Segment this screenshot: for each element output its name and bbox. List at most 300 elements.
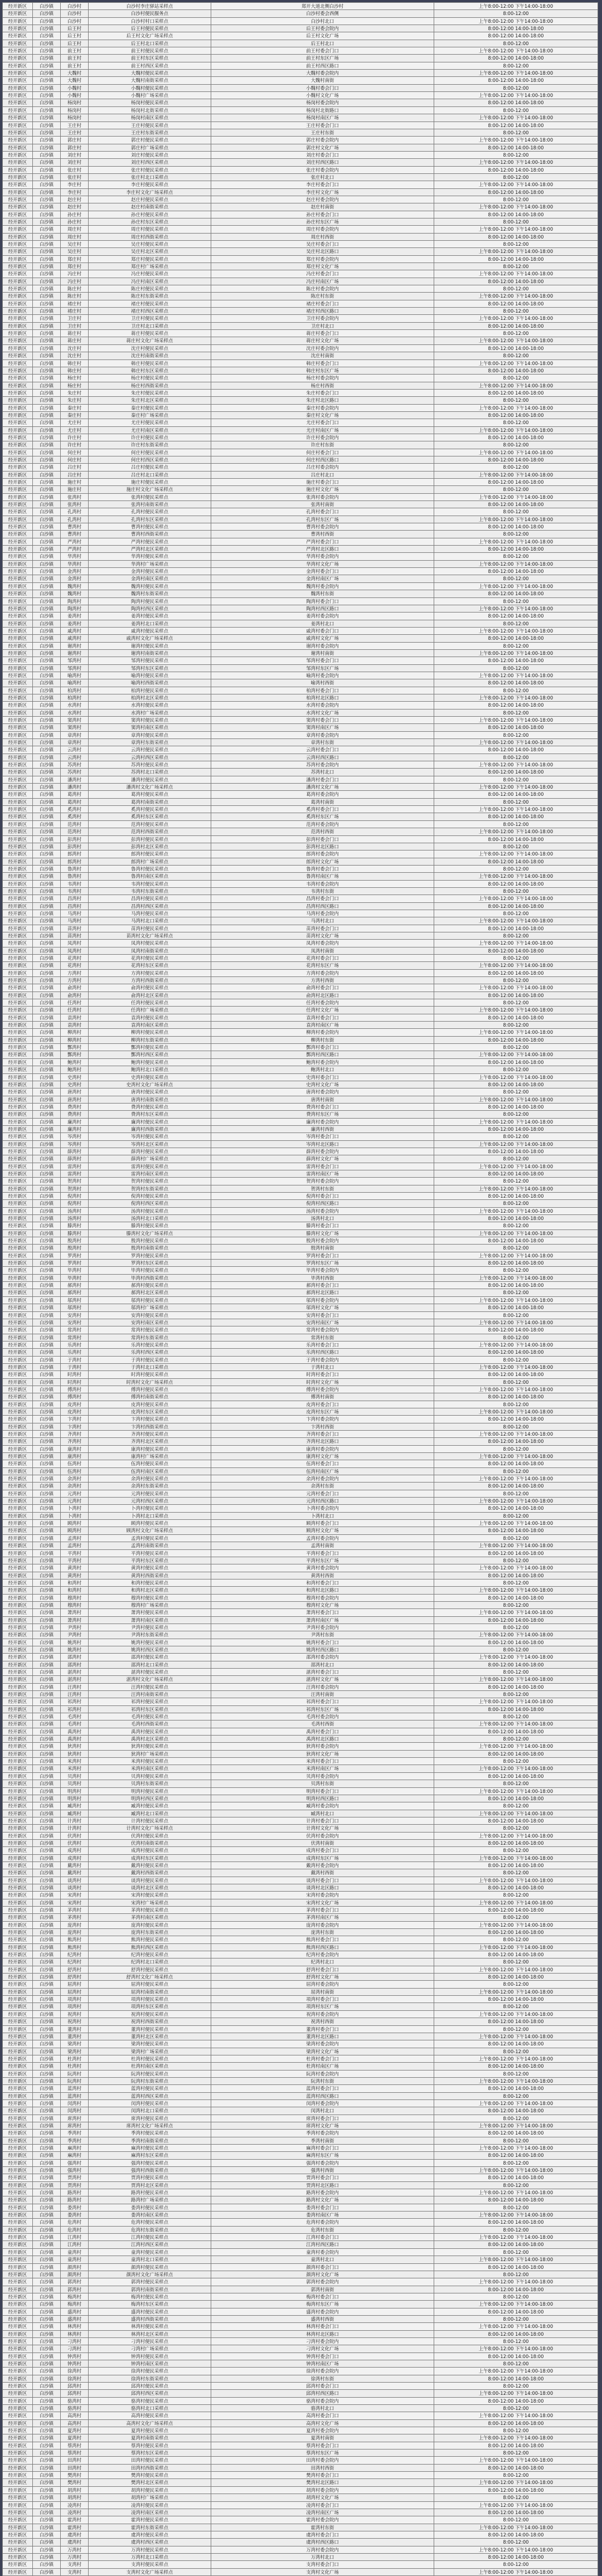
- site-name-cell: 窦湾村南区采样点: [89, 724, 211, 731]
- site-name-cell: 鲍湾村便民采样点: [89, 1058, 211, 1066]
- table-row: [3, 2509, 598, 2516]
- site-address-cell: 毛湾村西街: [211, 1720, 434, 1728]
- sampling-time-cell: 8:00-12:00 14:00-18:00: [434, 523, 598, 531]
- sampling-time-cell: 上午8:00-12:00 下午14:00-18:00: [434, 1229, 598, 1237]
- table-row: [3, 2003, 598, 2010]
- site-name-cell: 华湾村广场采样点: [89, 560, 211, 567]
- community-cell: 昌湾村: [61, 895, 89, 902]
- site-name-cell: 韩庄村东区采样点: [89, 367, 211, 374]
- site-address-cell: 郑庄村文化广场: [211, 263, 434, 270]
- community-cell: 尤庄村: [61, 426, 89, 434]
- site-address-cell: 湛湾村文化广场: [211, 1676, 434, 1683]
- sampling-time-cell: 上午8:00-12:00 下午14:00-18:00: [434, 315, 598, 322]
- site-name-cell: 和湾村便民采样点: [89, 1579, 211, 1586]
- district-cell: 经开新区: [3, 449, 33, 456]
- site-name-cell: 史湾村文化广场采样点: [89, 1081, 211, 1088]
- site-address-cell: 禹湾村委会门口: [211, 1728, 434, 1735]
- site-address-cell: 孔湾村东区广场: [211, 516, 434, 523]
- street-cell: 白沙镇: [33, 1453, 61, 1460]
- community-cell: 杨岗村: [61, 106, 89, 114]
- site-name-cell: 王庄村便民采样点: [89, 121, 211, 129]
- community-cell: 皮湾村: [61, 1408, 89, 1415]
- site-address-cell: 童湾村北口: [211, 2256, 434, 2263]
- sampling-time-cell: 上午8:00-12:00 下午14:00-18:00: [434, 2345, 598, 2353]
- community-cell: 吕庄村: [61, 471, 89, 478]
- street-cell: 白沙镇: [33, 129, 61, 136]
- table-row: [3, 196, 598, 203]
- site-address-cell: 陶湾村委会门口: [211, 597, 434, 605]
- district-cell: 经开新区: [3, 352, 33, 359]
- street-cell: 白沙镇: [33, 1148, 61, 1155]
- street-cell: 白沙镇: [33, 1163, 61, 1170]
- site-address-cell: 支湾村文化广场: [211, 2568, 434, 2575]
- site-name-cell: 苏湾村便民采样点: [89, 761, 211, 769]
- sampling-time-cell: 上午8:00-12:00 下午14:00-18:00: [434, 2256, 598, 2263]
- sampling-time-cell: 8:00-12:00 14:00-18:00: [434, 2040, 598, 2048]
- site-name-cell: 何庄村便民采样点: [89, 449, 211, 456]
- community-cell: 宋湾村: [61, 1899, 89, 1906]
- site-name-cell: 杨岗村便民采样点: [89, 99, 211, 106]
- site-name-cell: 骆湾村便民采样点: [89, 2397, 211, 2404]
- table-row: [3, 2204, 598, 2211]
- site-name-cell: 闵湾村北口采样点: [89, 2107, 211, 2115]
- street-cell: 白沙镇: [33, 702, 61, 709]
- community-cell: 奚湾村: [61, 806, 89, 813]
- site-address-cell: 雷湾村南区广场: [211, 1170, 434, 1177]
- table-row: [3, 1907, 598, 1914]
- table-row: [3, 2181, 598, 2189]
- community-cell: 郭庄村: [61, 137, 89, 144]
- community-cell: 麻湾村: [61, 2145, 89, 2152]
- street-cell: 白沙镇: [33, 1445, 61, 1452]
- sampling-time-cell: 上午8:00-12:00 下午14:00-18:00: [434, 806, 598, 813]
- site-address-cell: 贺湾村委会院内: [211, 1178, 434, 1185]
- sampling-time-cell: 上午8:00-12:00 下午14:00-18:00: [434, 2434, 598, 2442]
- site-name-cell: 梅湾村东区采样点: [89, 2301, 211, 2308]
- sampling-time-cell: 上午8:00-12:00 下午14:00-18:00: [434, 1743, 598, 1750]
- community-cell: 白沙村: [61, 3, 89, 10]
- site-address-cell: 朱庄村北区路口: [211, 397, 434, 404]
- sampling-time-cell: 8:00-12:00 14:00-18:00: [434, 2375, 598, 2382]
- district-cell: 经开新区: [3, 1669, 33, 1676]
- community-cell: 臧湾村: [61, 1802, 89, 1810]
- district-cell: 经开新区: [3, 2301, 33, 2308]
- site-address-cell: 邵湾村委会院内: [211, 1654, 434, 1661]
- community-cell: 朱庄村: [61, 397, 89, 404]
- site-name-cell: 明湾村便民采样点: [89, 1787, 211, 1795]
- district-cell: 经开新区: [3, 2048, 33, 2055]
- sampling-time-cell: 8:00-12:00: [434, 1088, 598, 1096]
- site-name-cell: 郑庄村广场采样点: [89, 263, 211, 270]
- site-address-cell: 康湾村文化广场: [211, 1453, 434, 1460]
- table-row: [3, 1549, 598, 1557]
- sampling-time-cell: 上午8:00-12:00 下午14:00-18:00: [434, 181, 598, 188]
- district-cell: 经开新区: [3, 984, 33, 991]
- community-cell: 俞湾村: [61, 991, 89, 999]
- street-cell: 白沙镇: [33, 999, 61, 1007]
- sampling-time-cell: 8:00-12:00: [434, 2092, 598, 2099]
- sampling-time-cell: 8:00-12:00 14:00-18:00: [434, 746, 598, 754]
- sampling-time-cell: 上午8:00-12:00 下午14:00-18:00: [434, 1988, 598, 1995]
- sampling-time-cell: 上午8:00-12:00 下午14:00-18:00: [434, 560, 598, 567]
- sampling-time-cell: 8:00-12:00 14:00-18:00: [434, 479, 598, 486]
- community-cell: 郝湾村: [61, 1289, 89, 1296]
- site-address-cell: 尤庄村南区广场: [211, 426, 434, 434]
- site-address-cell: 蔡湾村东区广场: [211, 2449, 434, 2457]
- community-cell: 尹湾村: [61, 1631, 89, 1639]
- site-address-cell: 钟湾村南区广场: [211, 2360, 434, 2367]
- district-cell: 经开新区: [3, 2345, 33, 2353]
- district-cell: 经开新区: [3, 1408, 33, 1415]
- site-address-cell: 戚湾村文化广场: [211, 635, 434, 642]
- table-row: [3, 330, 598, 337]
- table-row: [3, 1557, 598, 1564]
- table-row: [3, 2405, 598, 2412]
- table-row: [3, 828, 598, 835]
- community-cell: 成湾村: [61, 1854, 89, 1861]
- site-address-cell: 方湾村委会院内: [211, 969, 434, 976]
- sampling-time-cell: 上午8:00-12:00 下午14:00-18:00: [434, 1564, 598, 1572]
- site-address-cell: 葛湾村委会院内: [211, 791, 434, 798]
- site-name-cell: 马湾村北口采样点: [89, 917, 211, 925]
- site-address-cell: 杨庄村委会院内: [211, 375, 434, 382]
- site-address-cell: 茅湾村南区广场: [211, 1914, 434, 1921]
- sampling-time-cell: 上午8:00-12:00 下午14:00-18:00: [434, 962, 598, 969]
- community-cell: 田湾村: [61, 2464, 89, 2471]
- site-name-cell: 凤湾村便民采样点: [89, 940, 211, 947]
- site-address-cell: 吴庄村北区路口: [211, 248, 434, 255]
- street-cell: 白沙镇: [33, 203, 61, 211]
- district-cell: 经开新区: [3, 285, 33, 293]
- table-row: [3, 10, 598, 17]
- sampling-time-cell: 8:00-12:00: [434, 1825, 598, 1832]
- site-address-cell: 俞湾村委会门口: [211, 984, 434, 991]
- site-name-cell: 黄湾村便民采样点: [89, 1564, 211, 1572]
- site-address-cell: 毕湾村委会院内: [211, 1267, 434, 1274]
- table-row: [3, 597, 598, 605]
- community-cell: 颜湾村: [61, 2271, 89, 2278]
- district-cell: 经开新区: [3, 166, 33, 173]
- table-row: [3, 1825, 598, 1832]
- community-cell: 麻湾村: [61, 2152, 89, 2159]
- site-address-cell: 李庄村委会门口: [211, 181, 434, 188]
- sampling-time-cell: 8:00-12:00: [434, 1780, 598, 1787]
- street-cell: 白沙镇: [33, 1155, 61, 1163]
- site-name-cell: 谈湾村北区采样点: [89, 1884, 211, 1891]
- table-row: [3, 1691, 598, 1698]
- site-name-cell: 萧湾村南区采样点: [89, 1616, 211, 1624]
- table-row: [3, 1386, 598, 1393]
- table-row: [3, 2025, 598, 2033]
- site-name-cell: 蒋庄村文化广场采样点: [89, 337, 211, 344]
- district-cell: 经开新区: [3, 1542, 33, 1549]
- site-address-cell: 陈庄村东街: [211, 293, 434, 300]
- community-cell: 赵庄村: [61, 203, 89, 211]
- sampling-time-cell: 8:00-12:00: [434, 2405, 598, 2412]
- district-cell: 经开新区: [3, 2130, 33, 2137]
- district-cell: 经开新区: [3, 784, 33, 791]
- table-row: [3, 181, 598, 188]
- district-cell: 经开新区: [3, 1178, 33, 1185]
- table-row: [3, 1229, 598, 1237]
- district-cell: 经开新区: [3, 679, 33, 687]
- site-name-cell: 殷湾村南街采样点: [89, 1245, 211, 1252]
- district-cell: 经开新区: [3, 397, 33, 404]
- street-cell: 白沙镇: [33, 642, 61, 649]
- site-name-cell: 田湾村便民采样点: [89, 2457, 211, 2464]
- site-name-cell: 姜湾村便民采样点: [89, 613, 211, 620]
- street-cell: 白沙镇: [33, 55, 61, 62]
- sampling-time-cell: 8:00-12:00 14:00-18:00: [434, 1839, 598, 1846]
- site-name-cell: 和湾村北区采样点: [89, 1587, 211, 1594]
- sampling-time-cell: 8:00-12:00 14:00-18:00: [434, 389, 598, 396]
- community-cell: 邱湾村: [61, 2383, 89, 2390]
- district-cell: 经开新区: [3, 776, 33, 783]
- site-name-cell: 吕庄村便民采样点: [89, 464, 211, 471]
- community-cell: 邬湾村: [61, 1296, 89, 1304]
- community-cell: 尤庄村: [61, 419, 89, 426]
- sampling-time-cell: 上午8:00-12:00 下午14:00-18:00: [434, 1140, 598, 1148]
- site-name-cell: 卜湾村北口采样点: [89, 1512, 211, 1519]
- sampling-time-cell: 8:00-12:00: [434, 2204, 598, 2211]
- sampling-time-cell: 8:00-12:00: [434, 2181, 598, 2189]
- street-cell: 白沙镇: [33, 211, 61, 218]
- table-row: [3, 2018, 598, 2025]
- street-cell: 白沙镇: [33, 2375, 61, 2382]
- street-cell: 白沙镇: [33, 1787, 61, 1795]
- table-row: [3, 1282, 598, 1289]
- district-cell: 经开新区: [3, 1073, 33, 1081]
- community-cell: 康湾村: [61, 1453, 89, 1460]
- community-cell: 臧湾村: [61, 1810, 89, 1817]
- community-cell: 伍湾村: [61, 1467, 89, 1475]
- street-cell: 白沙镇: [33, 2130, 61, 2137]
- sampling-time-cell: 8:00-12:00: [434, 397, 598, 404]
- table-row: [3, 2546, 598, 2553]
- sampling-time-cell: 8:00-12:00 14:00-18:00: [434, 1215, 598, 1222]
- community-cell: 万湾村: [61, 2546, 89, 2553]
- sampling-time-cell: 上午8:00-12:00 下午14:00-18:00: [434, 2390, 598, 2397]
- sampling-time-cell: 8:00-12:00: [434, 1512, 598, 1519]
- site-name-cell: 严湾村北区采样点: [89, 546, 211, 553]
- street-cell: 白沙镇: [33, 2516, 61, 2524]
- community-cell: 鲍湾村: [61, 1066, 89, 1073]
- district-cell: 经开新区: [3, 486, 33, 493]
- table-row: [3, 1260, 598, 1267]
- community-cell: 茅湾村: [61, 1907, 89, 1914]
- table-row: [3, 1713, 598, 1720]
- district-cell: 经开新区: [3, 546, 33, 553]
- street-cell: 白沙镇: [33, 1512, 61, 1519]
- sampling-time-cell: 8:00-12:00: [434, 1758, 598, 1765]
- site-address-cell: 秦庄村委会院内: [211, 404, 434, 411]
- community-cell: 孙庄村: [61, 211, 89, 218]
- site-address-cell: 宋湾村委会院内: [211, 1892, 434, 1899]
- street-cell: 白沙镇: [33, 2360, 61, 2367]
- street-cell: 白沙镇: [33, 932, 61, 939]
- district-cell: 经开新区: [3, 1624, 33, 1631]
- community-cell: 成湾村: [61, 1847, 89, 1854]
- sampling-site-table: [2, 2, 598, 2576]
- community-cell: 常湾村: [61, 1334, 89, 1341]
- community-cell: 毕湾村: [61, 1274, 89, 1281]
- site-name-cell: 罗湾村便民采样点: [89, 1252, 211, 1259]
- site-address-cell: 史湾村文化广场: [211, 1081, 434, 1088]
- site-address-cell: 昌湾村委会门口: [211, 895, 434, 902]
- table-row: [3, 352, 598, 359]
- site-name-cell: 前王村便民采样点: [89, 47, 211, 55]
- street-cell: 白沙镇: [33, 1847, 61, 1854]
- district-cell: 经开新区: [3, 1118, 33, 1125]
- district-cell: 经开新区: [3, 151, 33, 158]
- district-cell: 经开新区: [3, 895, 33, 902]
- table-row: [3, 969, 598, 976]
- street-cell: 白沙镇: [33, 925, 61, 932]
- table-row: [3, 1772, 598, 1780]
- community-cell: 纪湾村: [61, 1951, 89, 1958]
- street-cell: 白沙镇: [33, 434, 61, 441]
- sampling-time-cell: 8:00-12:00: [434, 2048, 598, 2055]
- site-name-cell: 蓝湾村便民采样点: [89, 2085, 211, 2092]
- site-name-cell: 孙庄村便民采样点: [89, 211, 211, 218]
- site-address-cell: 余湾村东街: [211, 1483, 434, 1490]
- community-cell: 蒋庄村: [61, 330, 89, 337]
- table-row: [3, 776, 598, 783]
- community-cell: 孔湾村: [61, 516, 89, 523]
- district-cell: 经开新区: [3, 2323, 33, 2330]
- street-cell: 白沙镇: [33, 2241, 61, 2248]
- site-address-cell: 滕湾村委会门口: [211, 1222, 434, 1229]
- district-cell: 经开新区: [3, 1564, 33, 1572]
- sampling-time-cell: 8:00-12:00: [434, 2315, 598, 2322]
- sampling-time-cell: 8:00-12:00: [434, 1044, 598, 1051]
- sampling-time-cell: 上午8:00-12:00 下午14:00-18:00: [434, 2457, 598, 2464]
- sampling-time-cell: 8:00-12:00: [434, 62, 598, 69]
- site-name-cell: 戚湾村文化广场采样点: [89, 635, 211, 642]
- street-cell: 白沙镇: [33, 1237, 61, 1245]
- street-cell: 白沙镇: [33, 1527, 61, 1534]
- street-cell: 白沙镇: [33, 1371, 61, 1378]
- street-cell: 白沙镇: [33, 1854, 61, 1861]
- district-cell: 经开新区: [3, 226, 33, 233]
- community-cell: 湛湾村: [61, 1669, 89, 1676]
- site-address-cell: 舒湾村委会门口: [211, 1966, 434, 1973]
- table-row: [3, 873, 598, 880]
- district-cell: 经开新区: [3, 2212, 33, 2219]
- street-cell: 白沙镇: [33, 1817, 61, 1824]
- district-cell: 经开新区: [3, 1861, 33, 1869]
- table-row: [3, 99, 598, 106]
- street-cell: 白沙镇: [33, 1274, 61, 1281]
- district-cell: 经开新区: [3, 910, 33, 917]
- table-row: [3, 1044, 598, 1051]
- sampling-time-cell: 8:00-12:00: [434, 2025, 598, 2033]
- community-cell: 林湾村: [61, 2330, 89, 2337]
- site-name-cell: 张湾村便民采样点: [89, 493, 211, 500]
- site-name-cell: 汪湾村南街采样点: [89, 1691, 211, 1698]
- street-cell: 白沙镇: [33, 1378, 61, 1386]
- sampling-time-cell: 8:00-12:00: [434, 1601, 598, 1608]
- site-address-cell: 乐湾村委会门口: [211, 1341, 434, 1348]
- site-address-cell: 江湾村西区路口: [211, 2241, 434, 2248]
- community-cell: 谢湾村: [61, 642, 89, 649]
- street-cell: 白沙镇: [33, 375, 61, 382]
- sampling-time-cell: 上午8:00-12:00 下午14:00-18:00: [434, 1899, 598, 1906]
- street-cell: 白沙镇: [33, 493, 61, 500]
- site-address-cell: 邬湾村委会院内: [211, 1296, 434, 1304]
- table-row: [3, 1631, 598, 1639]
- site-name-cell: 张庄村北口采样点: [89, 173, 211, 181]
- site-address-cell: 平湾村东区广场: [211, 1557, 434, 1564]
- site-name-cell: 胡湾村广场采样点: [89, 2494, 211, 2501]
- site-address-cell: 殷湾村南街: [211, 1245, 434, 1252]
- table-row: [3, 471, 598, 478]
- site-address-cell: 后王村文化广场: [211, 32, 434, 40]
- table-row: [3, 441, 598, 449]
- sampling-time-cell: 8:00-12:00 14:00-18:00: [434, 1058, 598, 1066]
- district-cell: 经开新区: [3, 315, 33, 322]
- sampling-time-cell: 8:00-12:00: [434, 84, 598, 91]
- site-address-cell: 冯庄村委会门口: [211, 270, 434, 278]
- sampling-time-cell: 上午8:00-12:00 下午14:00-18:00: [434, 1921, 598, 1928]
- street-cell: 白沙镇: [33, 2442, 61, 2449]
- district-cell: 经开新区: [3, 2383, 33, 2390]
- street-cell: 白沙镇: [33, 2115, 61, 2122]
- community-cell: 任湾村: [61, 999, 89, 1007]
- table-row: [3, 1594, 598, 1601]
- sampling-time-cell: 8:00-12:00: [434, 2115, 598, 2122]
- street-cell: 白沙镇: [33, 2181, 61, 2189]
- sampling-time-cell: 8:00-12:00: [434, 1713, 598, 1720]
- district-cell: 经开新区: [3, 10, 33, 17]
- sampling-time-cell: 8:00-12:00: [434, 330, 598, 337]
- table-row: [3, 166, 598, 173]
- sampling-time-cell: 上午8:00-12:00 下午14:00-18:00: [434, 2145, 598, 2152]
- community-cell: 雷湾村: [61, 1163, 89, 1170]
- sampling-time-cell: 8:00-12:00: [434, 820, 598, 828]
- site-name-cell: 毕湾村便民采样点: [89, 1267, 211, 1274]
- table-row: [3, 2368, 598, 2375]
- site-address-cell: 娄湾村委会门口: [211, 2204, 434, 2211]
- sampling-time-cell: 8:00-12:00 14:00-18:00: [434, 1371, 598, 1378]
- district-cell: 经开新区: [3, 746, 33, 754]
- site-address-cell: 尹湾村东街: [211, 1631, 434, 1639]
- sampling-time-cell: 8:00-12:00 14:00-18:00: [434, 1705, 598, 1713]
- site-name-cell: 傅湾村南街采样点: [89, 1393, 211, 1401]
- site-name-cell: 卞湾村便民采样点: [89, 1416, 211, 1423]
- table-row: [3, 2107, 598, 2115]
- street-cell: 白沙镇: [33, 1363, 61, 1370]
- table-row: [3, 233, 598, 240]
- site-address-cell: 危湾村东街: [211, 2226, 434, 2233]
- district-cell: 经开新区: [3, 1572, 33, 1579]
- table-row: [3, 2167, 598, 2174]
- district-cell: 经开新区: [3, 1475, 33, 1483]
- community-cell: 陶湾村: [61, 597, 89, 605]
- table-row: [3, 1520, 598, 1527]
- district-cell: 经开新区: [3, 2427, 33, 2434]
- sampling-time-cell: 8:00-12:00: [434, 843, 598, 850]
- table-row: [3, 1460, 598, 1467]
- community-cell: 汪湾村: [61, 1683, 89, 1690]
- sampling-time-cell: 8:00-12:00 14:00-18:00: [434, 1326, 598, 1334]
- district-cell: 经开新区: [3, 977, 33, 984]
- site-address-cell: 郝湾村委会门口: [211, 1282, 434, 1289]
- community-cell: 何庄村: [61, 449, 89, 456]
- site-address-cell: 齐湾村委会门口: [211, 1431, 434, 1438]
- district-cell: 经开新区: [3, 1193, 33, 1200]
- district-cell: 经开新区: [3, 657, 33, 664]
